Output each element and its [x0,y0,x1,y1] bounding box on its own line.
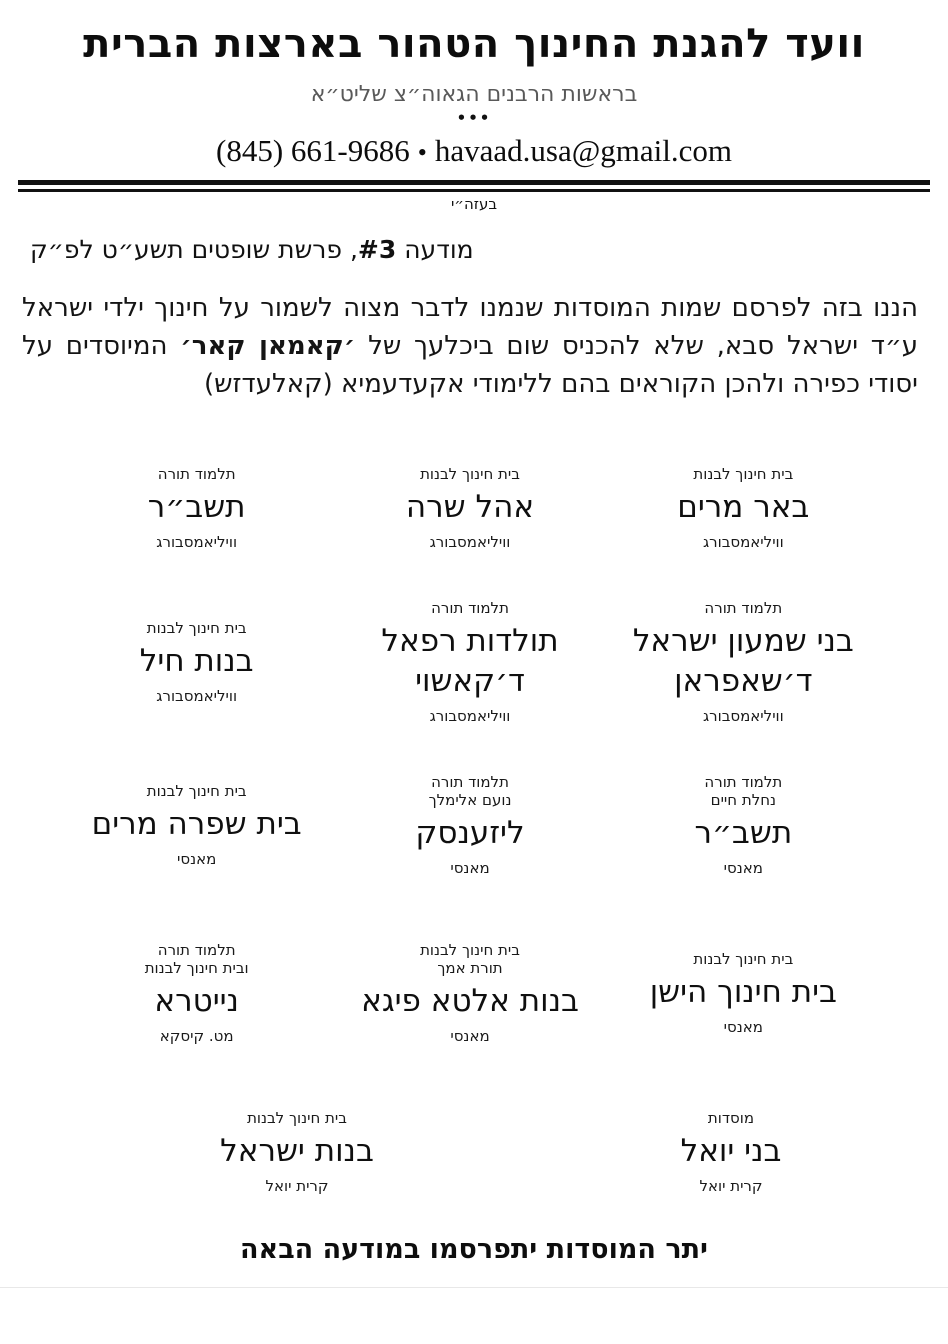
body-text-start: הננו בזה לפרסם שמות המוסדות שנמנו לדבר מצוה לשמור על חינוך ילדי ישראל ע״ד ישראל סבא, שלא להכניס שום ביכלעך של [22,293,918,361]
institution-type: תלמוד תורה [704,773,783,791]
institution-type: נועם אלימלך [428,791,512,809]
institution-location: קרית יואל [699,1177,763,1195]
institution-card [333,941,606,1045]
institution-location: מאנסי [723,859,763,877]
institution-card [80,1109,514,1195]
institution-name: נייטרא [154,983,239,1019]
institution-type: בית חינוך לבנות [146,782,247,800]
institution-name: בית שפרה מרים [91,806,302,842]
organization-subtitle: בראשות הרבנים הגאוה״צ שליט״א [310,82,638,107]
institution-type: תלמוד תורה [704,599,783,617]
institution-card [60,782,333,868]
body-text-highlight: ׳קאמאן קאר׳ [180,331,356,361]
institutions-row [0,465,948,551]
institution-card [514,1109,948,1195]
institution-name: תשב״ר [147,489,246,525]
institution-name: בנות חיל [139,643,254,679]
body-paragraph [22,289,918,403]
double-rule-divider [18,180,930,192]
institutions-row [0,941,948,1045]
institution-type: תורת אמך [437,959,503,977]
footer-note: יתר המוסדות יתפרסמו במודעה הבאה [239,1234,708,1265]
institution-location: מאנסי [177,850,217,868]
notice-date: , פרשת שופטים תשע״ט לפ״ק [30,235,358,264]
phone-number: (845) 661-9686 [216,133,410,168]
ornament-dots-icon: ••• [456,109,492,127]
institution-type: בית חינוך לבנות [420,465,520,483]
institution-location: וויליאמסבורג [702,533,784,551]
institution-type: בית חינוך לבנות [693,950,794,968]
institutions-row [0,773,948,877]
letterhead [0,20,948,172]
institution-type: בית חינוך לבנות [146,619,247,637]
institution-name: ד׳קאשוי [415,663,525,699]
institution-type: תלמוד תורה [157,941,236,959]
institution-location: מאנסי [450,1027,490,1045]
institution-name: בית חינוך הישן [649,974,837,1010]
notice-label: מודעה [404,235,474,264]
besiyata-dishmaya: בעזה״י [450,195,498,213]
institution-type: נחלת חיים [710,791,777,809]
institution-card [60,619,333,705]
bullet-separator-icon: • [417,138,427,167]
institution-name: בני יואל [680,1133,782,1169]
institutions-row [0,599,948,725]
institution-name: ד׳שאפראן [674,663,813,699]
institution-type: מוסדות [707,1109,755,1127]
institution-name: תולדות רפאל [381,623,559,659]
institution-card [60,941,333,1045]
institution-name: בנות ישראל [220,1133,374,1169]
contact-line [0,132,948,172]
institution-location: וויליאמסבורג [429,707,511,725]
body-text-end: המיוסדים על יסודי כפירה ולהכן הקוראים בהם ללימודי אקעדעמיא (קאלעדזש) [22,331,918,399]
institution-location: מט. קיסקא [159,1027,234,1045]
institution-card [607,599,880,725]
institution-type: תלמוד תורה [157,465,236,483]
institution-location: וויליאמסבורג [156,533,238,551]
organization-title: וועד להגנת החינוך הטהור בארצות הברית [83,21,865,67]
institutions-grid [0,465,948,1195]
institution-location: מאנסי [450,859,490,877]
institution-location: קרית יואל [265,1177,329,1195]
institution-name: באר מרים [677,489,810,525]
institution-type: בית חינוך לבנות [693,465,794,483]
institution-type: ובית חינוך לבנות [144,959,249,977]
institution-name: בני שמעון ישראל [632,623,854,659]
email-address: havaad.usa@gmail.com [434,133,732,168]
institution-card [607,773,880,877]
institution-name: בנות אלטא פיגא [361,983,579,1019]
institution-card [607,950,880,1036]
notice-heading [30,235,918,265]
institution-card [607,465,880,551]
institution-name: תשב״ר [694,815,793,851]
institution-location: וויליאמסבורג [429,533,511,551]
institution-location: וויליאמסבורג [702,707,784,725]
institutions-row [0,1109,948,1195]
institution-location: מאנסי [723,1018,763,1036]
institution-type: תלמוד תורה [431,773,509,791]
institution-name: אהל שרה [405,489,535,525]
institution-card [333,599,606,725]
institution-card [333,465,606,551]
institution-name: ליזענסק [415,815,525,851]
bottom-divider [0,1287,948,1288]
page-root [0,20,948,1344]
notice-number: #3 [357,235,397,264]
institution-location: וויליאמסבורג [156,687,238,705]
institution-card [333,773,606,877]
institution-type: בית חינוך לבנות [420,941,520,959]
institution-type: בית חינוך לבנות [247,1109,347,1127]
institution-type: תלמוד תורה [431,599,509,617]
institution-card [60,465,333,551]
